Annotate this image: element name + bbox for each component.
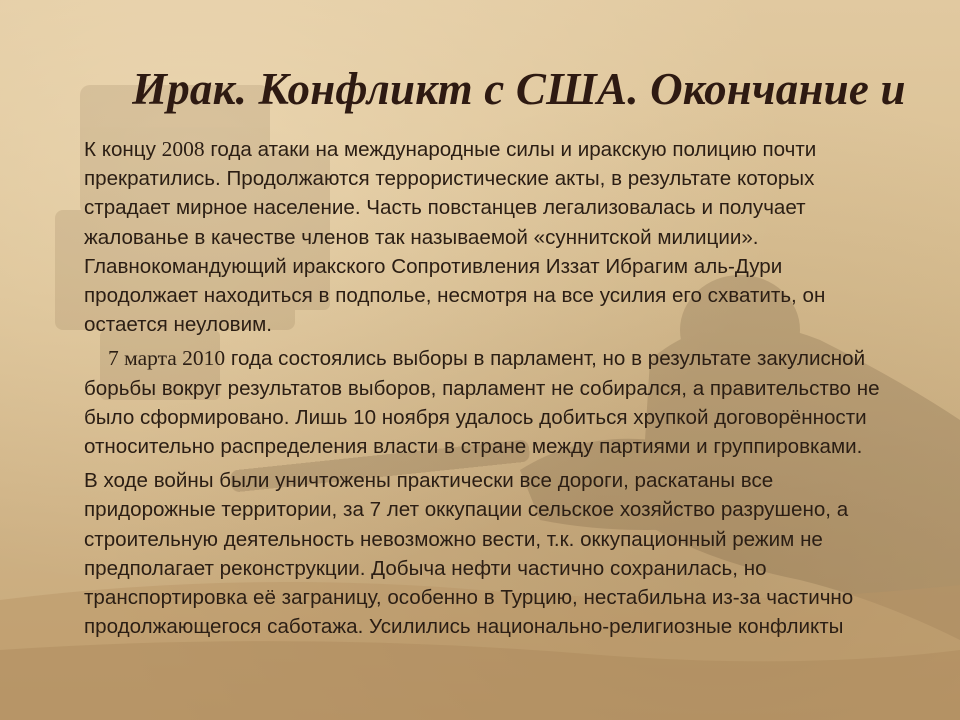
- paragraph-1-text-a: К концу: [84, 138, 162, 161]
- paragraph-1-text-b: года атаки на международные силы и иракскую полицию почти прекратились. Продолжаются террористические акты, в результате которых страдает мирное население. Часть повстанцев легализовалась и получает жалованье в качестве членов так называемой «суннитской милиции». Главнокомандующий иракского Сопротивления Иззат Ибрагим аль-Дури продолжает находиться в подполье, несмотря на все усилия его схватить, он остается неуловим.: [84, 138, 826, 337]
- year-2008: 2008: [161, 137, 205, 161]
- date-march-7: 7 марта: [108, 346, 183, 371]
- paragraph-1: [84, 135, 884, 339]
- body-text: [84, 135, 884, 641]
- year-2010: 2010: [182, 346, 226, 371]
- paragraph-2: [84, 344, 884, 461]
- paragraph-2-text: года состоялись выборы в парламент, но в результате закулисной борьбы вокруг результатов выборов, парламент не собирался, а правительство не было сформировано. Лишь 10 ноября удалось добиться хрупкой договорённости относительно распределения власти в стране между партиями и группировками.: [84, 347, 880, 459]
- slide-title: Ирак. Конфликт с США. Окончание и: [132, 64, 906, 114]
- paragraph-3: [84, 466, 884, 641]
- paragraph-3-text: В ходе войны были уничтожены практически все дороги, раскатаны все придорожные территории, за 7 лет оккупации сельское хозяйство разрушено, а строительную деятельность невозможно вести, т.к. оккупационный режим не предполагает реконструкции. Добыча нефти частично сохранилась, но транспортировка её заграницу, особенно в Турцию, нестабильна из-за частично продолжающегося саботажа. Усилились национально-религиозные конфликты: [84, 469, 854, 639]
